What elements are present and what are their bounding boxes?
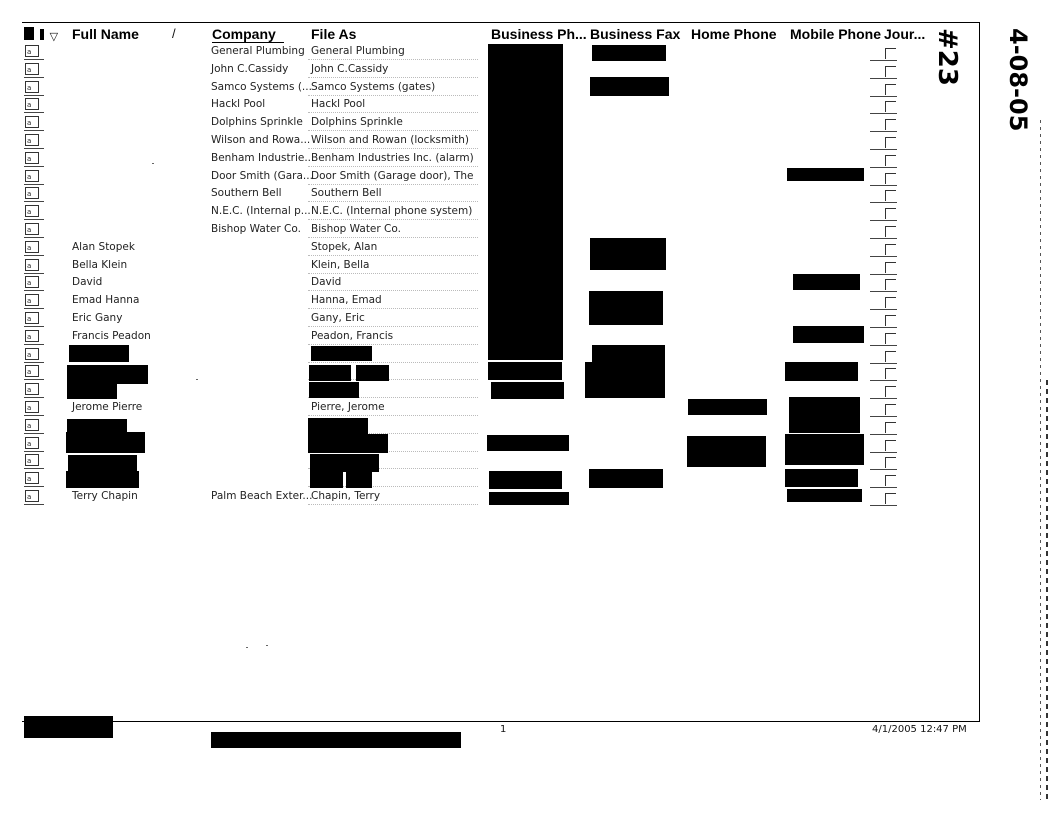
row-dotted-rule <box>308 95 478 96</box>
redaction-mobile-1 <box>787 168 864 181</box>
scan-speck <box>152 163 154 164</box>
redaction-name-3 <box>67 383 117 399</box>
header-business-fax[interactable]: Business Fax <box>590 26 681 42</box>
file-as-cell: Bishop Water Co. <box>311 223 401 235</box>
contact-card-icon: a <box>25 419 39 431</box>
redaction-fax-6 <box>585 362 665 398</box>
redaction-fileas-9 <box>346 472 372 488</box>
table-bottom-border <box>22 721 980 722</box>
row-divider <box>24 95 44 96</box>
contact-card-icon: a <box>25 152 39 164</box>
journal-checkbox-icon[interactable] <box>885 333 896 344</box>
header-file-as[interactable]: File As <box>311 26 357 42</box>
contact-card-icon: a <box>25 330 39 342</box>
row-divider <box>24 468 44 469</box>
redaction-mobile-4 <box>785 362 858 381</box>
row-divider <box>24 255 44 256</box>
journal-row-rule <box>870 327 897 328</box>
header-company[interactable]: Company <box>212 26 276 42</box>
file-as-cell: John C.Cassidy <box>311 63 389 75</box>
redaction-mobile-8 <box>787 489 862 502</box>
full-name-cell: Bella Klein <box>72 259 128 271</box>
contact-card-icon: a <box>25 63 39 75</box>
company-cell: Wilson and Rowa... <box>211 134 311 146</box>
row-dotted-rule <box>308 273 478 274</box>
file-as-cell: David <box>311 276 342 288</box>
redaction-name-1 <box>69 345 129 362</box>
contact-card-icon: a <box>25 98 39 110</box>
journal-checkbox-icon[interactable] <box>885 404 896 415</box>
company-cell: N.E.C. (Internal p... <box>211 205 311 217</box>
exhibit-handwritten-mark: #23 <box>932 28 962 86</box>
contact-card-icon: a <box>25 45 39 57</box>
redaction-fax-5 <box>592 345 665 363</box>
row-dotted-rule <box>308 59 478 60</box>
row-divider <box>24 59 44 60</box>
footer-page-number: 1 <box>500 724 507 735</box>
header-mobile-phone[interactable]: Mobile Phone <box>790 26 881 42</box>
contact-card-icon: a <box>25 472 39 484</box>
redaction-fax-4 <box>589 291 663 325</box>
file-as-cell: Hackl Pool <box>311 98 366 110</box>
journal-checkbox-icon[interactable] <box>885 173 896 184</box>
redaction-mobile-2 <box>793 274 860 290</box>
redaction-home-1 <box>688 399 767 415</box>
row-dotted-rule <box>308 362 478 363</box>
paperclip-icon <box>40 29 44 40</box>
journal-checkbox-icon[interactable] <box>885 262 896 273</box>
journal-row-rule <box>870 60 897 61</box>
row-divider <box>24 273 44 274</box>
journal-row-rule <box>870 149 897 150</box>
journal-row-rule <box>870 416 897 417</box>
journal-checkbox-icon[interactable] <box>885 279 896 290</box>
redaction-fax-2 <box>590 77 669 96</box>
row-dotted-rule <box>308 504 478 505</box>
journal-checkbox-icon[interactable] <box>885 101 896 112</box>
file-as-cell: Wilson and Rowan (locksmith) <box>311 134 470 146</box>
header-mark: / <box>172 26 176 41</box>
footer-timestamp: 4/1/2005 12:47 PM <box>872 724 967 735</box>
file-as-cell: Samco Systems (gates) <box>311 81 436 93</box>
redaction-footer-center <box>211 732 461 748</box>
company-cell: Door Smith (Gara... <box>211 170 313 182</box>
row-divider <box>24 486 44 487</box>
contact-card-icon: a <box>25 365 39 377</box>
journal-row-rule <box>870 167 897 168</box>
redaction-fax-1 <box>592 45 666 61</box>
row-dotted-rule <box>308 415 478 416</box>
file-as-cell: Southern Bell <box>311 187 382 199</box>
row-divider <box>24 397 44 398</box>
row-divider <box>24 504 44 505</box>
row-divider <box>24 415 44 416</box>
redaction-bphone-1 <box>488 362 562 380</box>
redaction-bphone-4 <box>489 471 562 489</box>
scan-speck <box>196 379 198 380</box>
redaction-mobile-7 <box>785 469 858 487</box>
journal-row-rule <box>870 202 897 203</box>
row-divider <box>24 112 44 113</box>
redaction-fileas-5 <box>308 418 368 435</box>
row-divider <box>24 130 44 131</box>
company-cell: General Plumbing <box>211 45 305 57</box>
full-name-cell: David <box>72 276 103 288</box>
header-full-name[interactable]: Full Name <box>72 26 139 42</box>
journal-checkbox-icon[interactable] <box>885 137 896 148</box>
journal-row-rule <box>870 345 897 346</box>
journal-checkbox-icon[interactable] <box>885 457 896 468</box>
redaction-bphone-2 <box>491 382 564 399</box>
journal-checkbox-icon[interactable] <box>885 440 896 451</box>
file-as-cell: Door Smith (Garage door), The <box>311 170 474 182</box>
redaction-fileas-8 <box>310 472 343 488</box>
row-dotted-rule <box>308 255 478 256</box>
full-name-cell: Terry Chapin <box>72 490 138 502</box>
full-name-cell: Francis Peadon <box>72 330 151 342</box>
journal-row-rule <box>870 131 897 132</box>
row-dotted-rule <box>308 77 478 78</box>
full-name-cell: Eric Gany <box>72 312 123 324</box>
row-divider <box>24 184 44 185</box>
file-as-cell: General Plumbing <box>311 45 405 57</box>
journal-checkbox-icon[interactable] <box>885 190 896 201</box>
contact-card-icon: a <box>25 170 39 182</box>
flag-icon: ▽ <box>49 30 59 43</box>
header-business-phone[interactable]: Business Ph... <box>491 26 587 42</box>
scan-edge-2 <box>1046 380 1048 800</box>
journal-checkbox-icon[interactable] <box>885 244 896 255</box>
full-name-cell: Jerome Pierre <box>72 401 143 413</box>
header-company-underline <box>212 42 284 43</box>
row-dotted-rule <box>308 290 478 291</box>
company-cell: Benham Industrie... <box>211 152 315 164</box>
contact-card-icon: a <box>25 312 39 324</box>
file-as-cell: Peadon, Francis <box>311 330 394 342</box>
row-divider <box>24 77 44 78</box>
redaction-fax-7 <box>589 469 663 488</box>
scan-speck <box>266 645 268 646</box>
company-cell: Southern Bell <box>211 187 282 199</box>
row-divider <box>24 166 44 167</box>
scan-speck <box>246 647 248 648</box>
file-as-cell: Benham Industries Inc. (alarm) <box>311 152 474 164</box>
company-cell: Samco Systems (... <box>211 81 312 93</box>
redaction-fax-3 <box>590 238 666 270</box>
contact-card-icon: a <box>25 81 39 93</box>
redaction-fileas-7 <box>310 454 379 472</box>
redaction-mobile-6 <box>785 434 864 465</box>
redaction-fileas-1 <box>311 346 372 361</box>
redaction-bphone-5 <box>489 492 569 505</box>
company-cell: Bishop Water Co. <box>211 223 301 235</box>
redaction-fileas-6 <box>308 434 388 453</box>
row-dotted-rule <box>308 344 478 345</box>
journal-row-rule <box>870 380 897 381</box>
full-name-cell: Emad Hanna <box>72 294 140 306</box>
journal-row-rule <box>870 113 897 114</box>
contact-card-icon: a <box>25 134 39 146</box>
row-divider <box>24 326 44 327</box>
contact-card-icon: a <box>25 454 39 466</box>
company-cell: John C.Cassidy <box>211 63 289 75</box>
file-as-cell: Hanna, Emad <box>311 294 382 306</box>
journal-checkbox-icon[interactable] <box>885 422 896 433</box>
contact-card-icon: a <box>25 294 39 306</box>
row-divider <box>24 219 44 220</box>
file-as-cell: Gany, Eric <box>311 312 365 324</box>
journal-row-rule <box>870 78 897 79</box>
row-divider <box>24 344 44 345</box>
journal-row-rule <box>870 398 897 399</box>
redaction-name-5 <box>66 432 145 453</box>
file-as-cell: Pierre, Jerome <box>311 401 385 413</box>
file-as-cell: Dolphins Sprinkle <box>311 116 403 128</box>
file-as-cell: Chapin, Terry <box>311 490 381 502</box>
header-icon-group <box>24 27 58 43</box>
header-journal[interactable]: Jour... <box>884 26 926 42</box>
journal-checkbox-icon[interactable] <box>885 475 896 486</box>
file-as-cell: Klein, Bella <box>311 259 370 271</box>
journal-checkbox-icon[interactable] <box>885 386 896 397</box>
full-name-cell: Alan Stopek <box>72 241 135 253</box>
company-cell: Dolphins Sprinkle <box>211 116 303 128</box>
row-divider <box>24 362 44 363</box>
row-divider <box>24 379 44 380</box>
redaction-mobile-5 <box>789 397 860 433</box>
contact-card-icon: a <box>25 241 39 253</box>
contact-card-icon: a <box>25 348 39 360</box>
journal-checkbox-icon[interactable] <box>885 368 896 379</box>
contact-card-icon: a <box>25 437 39 449</box>
row-divider <box>24 433 44 434</box>
contact-card-icon: a <box>25 116 39 128</box>
journal-row-rule <box>870 434 897 435</box>
journal-row-rule <box>870 487 897 488</box>
journal-checkbox-icon[interactable] <box>885 208 896 219</box>
journal-row-rule <box>870 256 897 257</box>
row-divider <box>24 451 44 452</box>
journal-checkbox-icon[interactable] <box>885 48 896 59</box>
journal-checkbox-icon[interactable] <box>885 351 896 362</box>
redaction-bphone-3 <box>487 435 569 451</box>
redaction-home-2 <box>687 436 766 467</box>
company-cell: Palm Beach Exter... <box>211 490 313 502</box>
redaction-mobile-3 <box>793 326 864 343</box>
table-top-border <box>22 22 980 23</box>
row-dotted-rule <box>308 308 478 309</box>
redaction-name-7 <box>66 471 139 488</box>
row-divider <box>24 290 44 291</box>
redaction-name-2 <box>67 365 148 384</box>
date-handwritten-mark: 4-08-05 <box>1004 28 1032 132</box>
journal-row-rule <box>870 238 897 239</box>
contact-card-icon: a <box>25 401 39 413</box>
file-as-cell: Stopek, Alan <box>311 241 378 253</box>
company-cell: Hackl Pool <box>211 98 266 110</box>
contact-icon <box>24 27 34 40</box>
redaction-fileas-2 <box>309 365 351 381</box>
file-as-cell: N.E.C. (Internal phone system) <box>311 205 473 217</box>
row-dotted-rule <box>308 219 478 220</box>
journal-checkbox-icon[interactable] <box>885 226 896 237</box>
contact-card-icon: a <box>25 205 39 217</box>
journal-checkbox-icon[interactable] <box>885 66 896 77</box>
contact-card-icon: a <box>25 223 39 235</box>
journal-checkbox-icon[interactable] <box>885 493 896 504</box>
journal-checkbox-icon[interactable] <box>885 297 896 308</box>
row-dotted-rule <box>308 326 478 327</box>
row-dotted-rule <box>308 148 478 149</box>
header-home-phone[interactable]: Home Phone <box>691 26 777 42</box>
journal-checkbox-icon[interactable] <box>885 119 896 130</box>
row-divider <box>24 148 44 149</box>
journal-row-rule <box>870 309 897 310</box>
redaction-footer-left <box>24 716 113 738</box>
row-dotted-rule <box>308 112 478 113</box>
row-dotted-rule <box>308 130 478 131</box>
contact-card-icon: a <box>25 259 39 271</box>
row-divider <box>24 201 44 202</box>
journal-row-rule <box>870 505 897 506</box>
row-dotted-rule <box>308 201 478 202</box>
journal-row-rule <box>870 291 897 292</box>
contact-card-icon: a <box>25 383 39 395</box>
row-divider <box>24 308 44 309</box>
journal-row-rule <box>870 220 897 221</box>
row-dotted-rule <box>308 184 478 185</box>
journal-checkbox-icon[interactable] <box>885 84 896 95</box>
contact-card-icon: a <box>25 490 39 502</box>
journal-checkbox-icon[interactable] <box>885 155 896 166</box>
journal-row-rule <box>870 469 897 470</box>
row-dotted-rule <box>308 237 478 238</box>
redaction-fileas-3 <box>356 365 389 381</box>
redaction-name-4 <box>67 419 127 433</box>
contact-card-icon: a <box>25 276 39 288</box>
contact-card-icon: a <box>25 187 39 199</box>
row-divider <box>24 237 44 238</box>
row-dotted-rule <box>308 166 478 167</box>
redaction-business-phone-column <box>488 44 563 360</box>
journal-checkbox-icon[interactable] <box>885 315 896 326</box>
redaction-fileas-4 <box>309 382 359 398</box>
scan-edge <box>1040 120 1041 800</box>
